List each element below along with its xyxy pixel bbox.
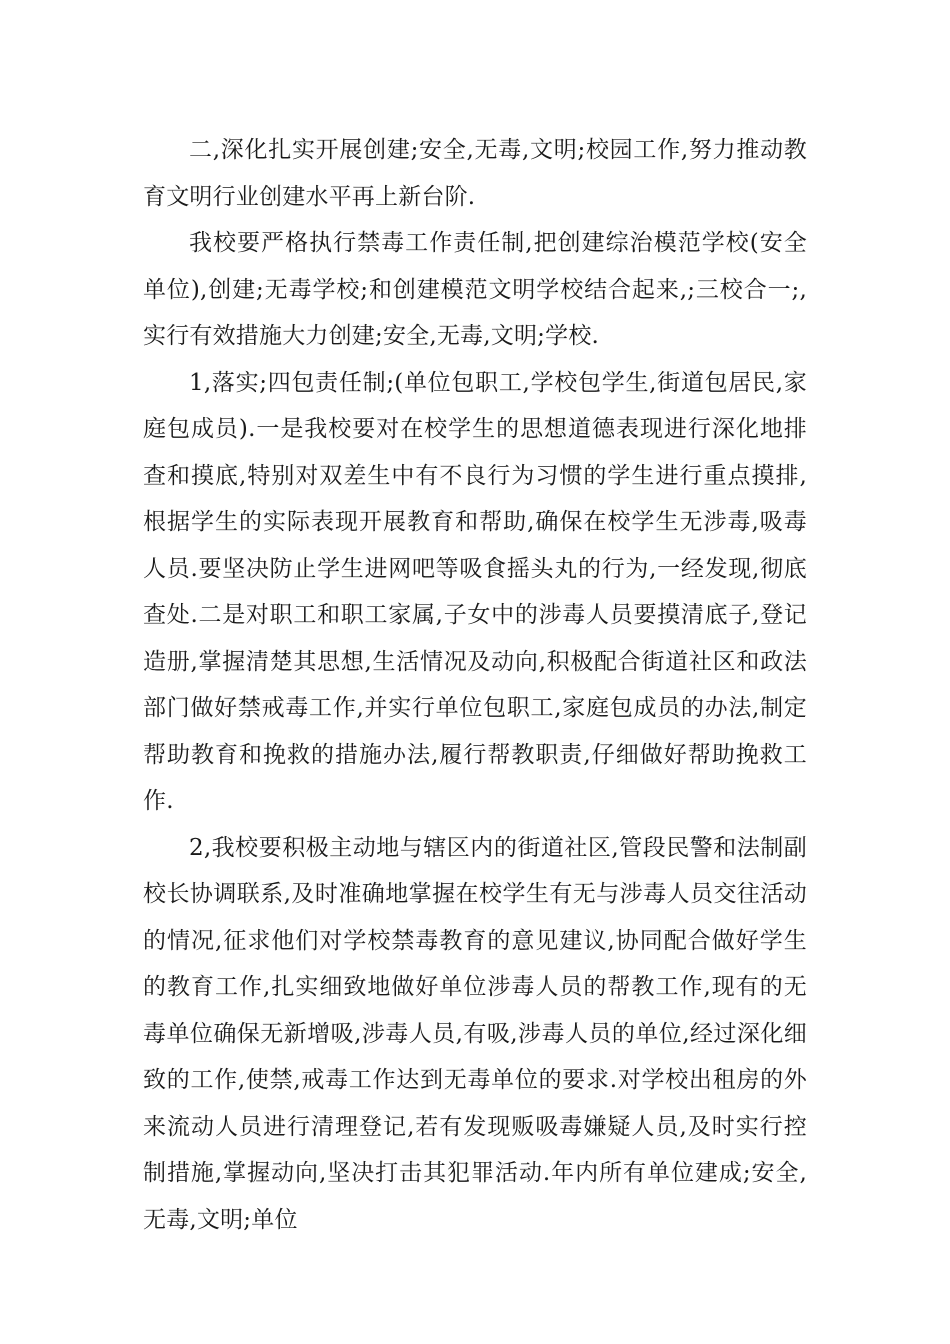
paragraph-item-2: 2,我校要积极主动地与辖区内的街道社区,管段民警和法制副校长协调联系,及时准确地掌握在校学生有无与涉毒人员交往活动的情况,征求他们对学校禁毒教育的意见建议,协同配合做好学生的教育工作,扎实细致地做好单位涉毒人员的帮教工作,现有的无毒单位确保无新增吸,涉毒人员,有吸,涉毒人员的单位,经过深化细致的工作,使禁,戒毒工作达到无毒单位的要求.对学校出租房的外来流动人员进行清理登记,若有发现贩吸毒嫌疑人员,及时实行控制措施,掌握动向,坚决打击其犯罪活动.年内所有单位建成;安全,无毒,文明;单位 [143,834,807,1233]
paragraph-item-1: 1,落实;四包责任制;(单位包职工,学校包学生,街道包居民,家庭包成员).一是我校要对在校学生的思想道德表现进行深化地排查和摸底,特别对双差生中有不良行为习惯的学生进行重点摸排,根据学生的实际表现开展教育和帮助,确保在校学生无涉毒,吸毒人员.要坚决防止学生进网吧等吸食摇头丸的行为,一经发现,彻底查处.二是对职工和职工家属,子女中的涉毒人员要摸清底子,登记造册,掌握清楚其思想,生活情况及动向,积极配合街道社区和政法部门做好禁戒毒工作,并实行单位包职工,家庭包成员的办法,制定帮助教育和挽救的措施办法,履行帮教职责,仔细做好帮助挽救工作. [143,369,807,814]
paragraph-section-heading: 二,深化扎实开展创建;安全,无毒,文明;校园工作,努力推动教育文明行业创建水平再上新台阶. [143,137,807,210]
document-body [143,127,807,1243]
paragraph-responsibility-system: 我校要严格执行禁毒工作责任制,把创建综治模范学校(安全单位),创建;无毒学校;和创建模范文明学校结合起来,;三校合一;,实行有效措施大力创建;安全,无毒,文明;学校. [143,230,807,349]
